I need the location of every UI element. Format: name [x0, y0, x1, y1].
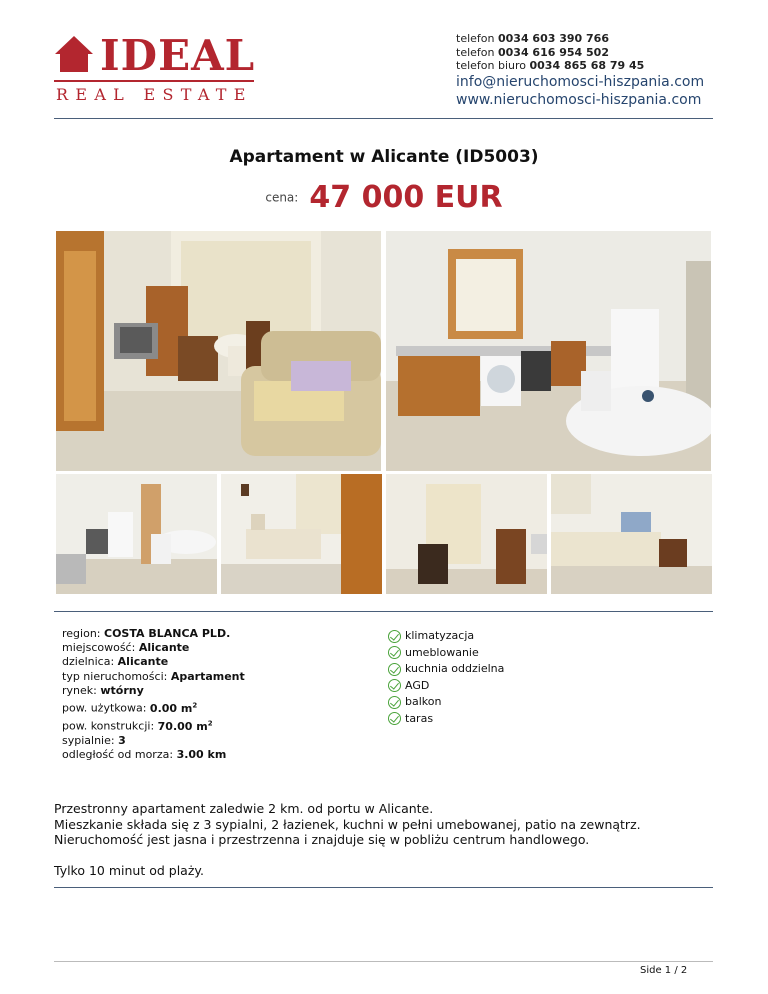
check-icon: [388, 679, 401, 692]
kitchen-fridge-photo[interactable]: [56, 474, 217, 594]
param-type: typ nieruchomości: Apartament: [62, 669, 245, 683]
description-line: Mieszkanie składa się z 3 sypialni, 2 łazienek, kuchni w pełni umebowanej, patio na zewnątrz.: [54, 816, 641, 832]
param-region: region: COSTA BLANCA PLD.: [62, 627, 231, 640]
bedroom-photo-3[interactable]: [551, 474, 712, 594]
bedroom-photo-1[interactable]: [221, 474, 382, 594]
param-bedrooms: sypialnie: 3: [62, 733, 126, 747]
description-line: Nieruchomość jest jasna i przestrzenna i znajduje się w pobliżu centrum handlowego.: [54, 832, 590, 847]
description-line: Przestronny apartament zaledwie 2 km. od portu w Alicante.: [54, 801, 434, 816]
check-icon: [388, 646, 401, 659]
living-room-photo[interactable]: [56, 231, 381, 471]
feature-item: taras: [388, 711, 504, 728]
param-built-area: pow. konstrukcji: 70.00 $m^2$: [62, 718, 213, 733]
param-city: miejscowość: Alicante: [62, 641, 190, 655]
check-icon: [388, 663, 401, 676]
param-market: rynek: wtórny: [62, 683, 144, 697]
feature-item: balkon: [388, 694, 504, 711]
param-usable-area: pow. użytkowa: 0.00 $m^2$: [62, 701, 198, 715]
feature-list: [388, 628, 504, 727]
phone-line-1: telefon 0034 603 390 766: [456, 32, 609, 45]
check-icon: [388, 696, 401, 709]
check-icon: [388, 630, 401, 643]
bedroom-photo-2[interactable]: [386, 474, 547, 594]
description-line: Tylko 10 minut od plaży.: [54, 862, 204, 878]
photos-divider: [54, 611, 713, 612]
header-divider: [54, 118, 713, 119]
house-icon: [54, 34, 94, 74]
price-value: 47 000 EUR: [309, 180, 503, 215]
description-divider: [54, 887, 713, 888]
feature-item: kuchnia oddzielna: [388, 661, 504, 678]
feature-item: umeblowanie: [388, 645, 504, 662]
param-sea-distance: odległość od morza: 3.00 km: [62, 747, 227, 761]
logo-wordmark: IDEAL: [100, 31, 256, 80]
logo-divider: [54, 80, 254, 82]
listing-description: [54, 801, 714, 878]
email-link[interactable]: info@nieruchomosci-hiszpania.com: [456, 73, 705, 90]
contact-block: [456, 32, 704, 109]
logo-tagline: REAL ESTATE: [56, 85, 253, 104]
kitchen-photo[interactable]: [386, 231, 711, 471]
listing-title: Apartament w Alicante (ID5003): [229, 147, 539, 167]
property-params: [62, 627, 245, 762]
feature-item: AGD: [388, 678, 504, 695]
footer-divider: [54, 961, 713, 962]
check-icon: [388, 712, 401, 725]
website-link[interactable]: www.nieruchomosci-hiszpania.com: [456, 91, 702, 108]
office-phone-line: telefon biuro 0034 865 68 79 45: [456, 59, 645, 72]
feature-item: klimatyzacja: [388, 628, 504, 645]
param-district: dzielnica: Alicante: [62, 655, 169, 669]
price-row: [0, 180, 768, 215]
price-label: cena:: [265, 190, 299, 205]
phone-line-2: telefon 0034 616 954 502: [456, 45, 609, 59]
page-number: Side 1 / 2: [640, 965, 688, 976]
